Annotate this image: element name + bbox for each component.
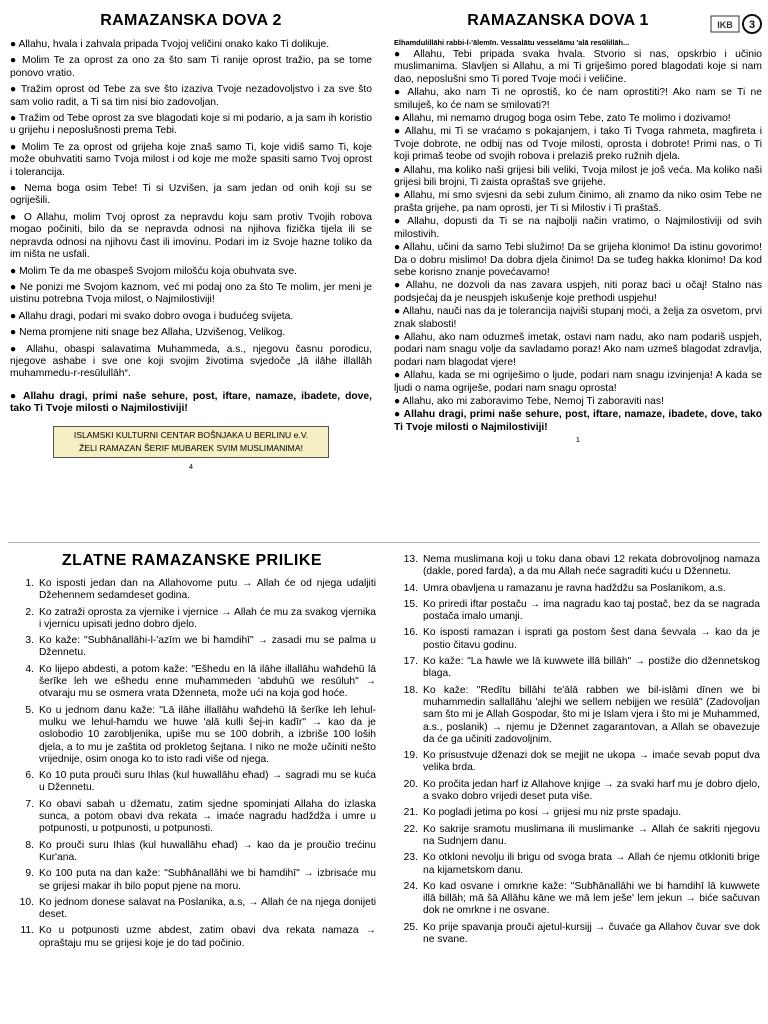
dova-paragraph: ● Allahu, kada se mi ogriješimo o ljude, podari nam snagu izvinjenja! A kada se ljudi o nama ogriješe, podari nam snagu oprosta! bbox=[394, 370, 762, 394]
svg-text:IKB: IKB bbox=[717, 20, 733, 30]
dova-paragraph: ● Nema promjene niti snage bez Allaha, Uzvišenog, Velikog. bbox=[10, 327, 286, 339]
dova-paragraph: ● Tražim od Tebe oprost za sve blagodati koje si mi podario, a ja sam ih koristio u grijehu i neposlušnosti prema Tebi. bbox=[10, 113, 372, 137]
list-item: 8. Ko prouči suru Ihlas (kul huwallāhu eħad) → kao da je proučio trećinu Kur'ana. bbox=[25, 839, 376, 863]
dova-paragraph: ● Allahu, dopusti da Ti se na najbolji način vratimo, o Najmilostiviji od svih milostivih. bbox=[394, 216, 762, 240]
list-item: 19. Ko prisustvuje dženazi dok se mejjit ne ukopa → imaće sevab poput dva velika brda. bbox=[403, 750, 760, 774]
bottom-left-column bbox=[8, 552, 376, 1024]
left-column bbox=[10, 12, 372, 538]
svg-text:3: 3 bbox=[748, 19, 756, 31]
right-column bbox=[394, 12, 762, 538]
prilike-list-right bbox=[392, 554, 760, 946]
list-item: 10. Ko jednom donese salavat na Poslanika, a.s, → Allah će na njega donijeti deset. bbox=[19, 896, 376, 921]
dova-paragraph: ● Allahu, hvala i zahvala pripada Tvojoj veličini onako kako Ti dolikuje. bbox=[10, 39, 330, 50]
list-item: 18. Ko kaže: "Redītu billāhi te'ālā rabben we bil-islāmi dīnen we bi muhammedin sallallāhu 'alejhi we sellem nebijjen we resūlā" (Zadovoljan sam što mi je Allah Gospodar, što mi je Islam vjera i što mi je Muhammed, a.s., poslanik) → njemu je Džennet zagarantovan, a Allah se obavezuje da će ga učiniti zadovoljnim. bbox=[403, 684, 760, 745]
list-item: 3. Ko kaže: "Subhānallāhi-l-'azīm we bi ħamdihī" → zasadi mu se palma u Džennetu. bbox=[25, 635, 376, 659]
dova-paragraph: ● Allahu, mi smo svjesni da sebi zulum činimo, ali znamo da niko osim Tebe ne prašta grijehe, pa nam oprosti, jer Ti si Milostiv i Ti praštaš. bbox=[394, 190, 762, 214]
dova-subtitle: Elhamdulillāhi rabbi-l-'ālemīn. Vessalātu vesselāmu 'alā resūlillāh... bbox=[394, 38, 630, 47]
dova-paragraph: ● Allahu, ako nam oduzmeš imetak, ostavi nam nadu, ako nam podariš uspjeh, podari nam snagu volje da savladamo poraz! Ako nam uzmeš blagodat zdravlja, podari nam blagodat vjere! bbox=[394, 331, 762, 368]
list-item: 2. Ko zatraži oprosta za vjernike i vjernice → Allah će mu za svakog vjernika i vjernicu upisati jedno dobro djelo. bbox=[25, 606, 376, 630]
banner-line-1: ISLAMSKI KULTURNI CENTAR BOŠNJAKA U BERLINU e.V. bbox=[73, 429, 309, 440]
dova-paragraph: ● Molim Te da me obaspeš Svojom milošću koja obuhvata sve. bbox=[10, 265, 298, 277]
center-banner bbox=[53, 426, 329, 458]
dova-paragraph: ● Allahu, ako nam Ti ne oprostiš, ko će nam oprostiti?! Ako nam se Ti ne smiluješ, ko će nam se smilovati?! bbox=[394, 87, 762, 111]
list-item: 21. Ko pogladi jetima po kosi → grijesi mu niz prste spadaju. bbox=[403, 807, 682, 819]
dova-paragraph: ● Allahu, ako mi zaboravimo Tebe, Nemoj Ti zaboraviti nas! bbox=[394, 395, 664, 407]
dova-closing: ● Allahu dragi, primi naše sehure, post, iftare, namaze, ibadete, dove, tako Ti Tvoje milosti o Najmilostiviji! bbox=[394, 409, 762, 433]
list-item: 11. Ko u potpunosti uzme abdest, zatim obavi dva rekata namaza → opraštaju mu se grijesi koje je do tad počinio. bbox=[20, 925, 376, 949]
list-item: 23. Ko otkloni nevolju ili brigu od svoga brata → Allah će njemu otkloniti brige na kijametskom danu. bbox=[403, 852, 760, 876]
banner-line-2: ŽELI RAMAZAN ŠERIF MUBAREK SVIM MUSLIMANIMA! bbox=[79, 442, 303, 453]
dova-paragraph: ● Allahu, učini da samo Tebi služimo! Da se grijeha klonimo! Da istinu govorimo! Da o dobru mislimo! Da dobra djela činimo! Da se tuđeg hakka klonimo! Da kod sebe korisno znanje povećavamo! bbox=[394, 242, 762, 278]
dova-paragraph: ● Tražim oprost od Tebe za sve što izaziva Tvoje nezadovoljstvo i za sve što sam volio radit, a Ti sa tim nisi bio zadovoljan. bbox=[10, 84, 372, 108]
right-column-title: RAMAZANSKA DOVA 1 bbox=[467, 12, 649, 29]
dova-paragraph: ● Molim Te za oprost za ono za što sam Ti ranije oprost tražio, pa se tome ponovo vratio. bbox=[10, 55, 372, 79]
dova-paragraph: ● Allahu, nauči nas da je tolerancija najviši stupanj moći, a želja za osvetom, prvi znak slabosti! bbox=[394, 306, 762, 330]
dova-closing: ● Allahu dragi, primi naše sehure, post, iftare, namaze, ibadete, dove, tako Ti Tvoje milosti o Najmilostiviji! bbox=[10, 390, 372, 415]
prilike-title: ZLATNE RAMAZANSKE PRILIKE bbox=[61, 552, 323, 569]
dova-paragraph: ● Allahu, mi nemamo drugog boga osim Tebe, zato Te molimo i dozivamo! bbox=[394, 113, 731, 125]
list-item: 22. Ko sakrije sramotu muslimana ili muslimanke → Allah će sakriti njegovu na Sudnjem danu. bbox=[403, 823, 760, 847]
dova-paragraph: ● Nema boga osim Tebe! Ti si Uzvišen, ja sam jedan od onih koji su se ogriješili. bbox=[10, 183, 372, 207]
ikb-logo-icon bbox=[710, 13, 762, 35]
dova-paragraph: ● Allahu, ma koliko naši grijesi bili veliki, Tvoja milost je još veća. Ma koliko naši grijesi bili brojni, Ti zaista opraštaš sve grijehe. bbox=[394, 164, 762, 189]
bottom-right-column bbox=[392, 554, 760, 1024]
list-item: 24. Ko kad osvane i omrkne kaže: "Subħānallāhi we bi ħamdihī lā kuwwete illā billāh; mā šā Allāhu kāne we mā lem ješe' lem jekun → biće sačuvan dok ne omrkne i ne osvane. bbox=[403, 880, 760, 917]
list-item: 5. Ko u jednom danu kaže: "Lā ilāhe illallāhu waħdehū lā šerīke leh lehul-mulku we lehul-ħamdu we huwe 'alā kulli šej-in kadīr" → kao da je oslobodio 10 zarobljenika, upiše mu se 100 dobrih, a izbriše 100 loših djela, a to mu je zaštita od prokletog šejtana. I niko ne može učiniti nešto vrijednije, osim onoga ko to isto radi više od njega. bbox=[25, 704, 376, 765]
dova-paragraph: ● Allahu, ne dozvoli da nas zavara uspjeh, niti poraz baci u očaj! Stalno nas podsjećaj da je neuspjeh iskušenje koje prethodi uspjehu! bbox=[394, 280, 762, 304]
dova-paragraph: ● Allahu dragi, podari mi svako dobro ovoga i budućeg svijeta. bbox=[10, 310, 294, 322]
list-item: 1. Ko isposti jedan dan na Allahovome putu → Allah će od njega udaljiti Džehennem sedamdeset godina. bbox=[25, 578, 376, 602]
section-divider bbox=[8, 542, 760, 543]
list-item: 20. Ko pročita jedan harf iz Allahove knjige → za svaki harf mu je dobro djelo, a svako dobro vrijedi deset puta više. bbox=[403, 778, 760, 803]
dova-paragraph: ● Allahu, obaspi salavatima Muhammeda, a.s., njegovu časnu porodicu, njegove ashabe i sve one koji svojim životima svjedoče „lā ilāhe illallāh muhammedu-r-resūlullāh“. bbox=[10, 343, 372, 380]
left-column-title: RAMAZANSKA DOVA 2 bbox=[100, 12, 282, 29]
right-paragraphs bbox=[394, 38, 762, 434]
list-item: 7. Ko obavi sabah u džematu, zatim sjedne spominjati Allaha do izlaska sunca, a potom obavi dva rekata → imaće nagradu hadždža i umre u potpunosti, u potpunosti, u potpunosti. bbox=[25, 798, 376, 835]
list-item: 13. Nema muslimana koji u toku dana obavi 12 rekata dobrovoljnog namaza (dakle, pored farda), a da mu Allah neće sagraditi kuću u Džennetu. bbox=[403, 554, 760, 578]
list-item: 4. Ko lijepo abdesti, a potom kaže: "Ešhedu en lā ilāhe illallāhu waħdehū lā šerīke leh we ešhedu enne muħammeden 'abduhū we resūluh" → otvaraju mu se osmera vrata Dženneta, može ući na koja god hoće. bbox=[25, 663, 376, 700]
list-item: 25. Ko prije spavanja prouči ajetul-kursijj → čuvaće ga Allahov čuvar sve dok ne svane. bbox=[403, 921, 760, 946]
prilike-list-left bbox=[8, 578, 376, 950]
page-number: 4 bbox=[188, 461, 194, 471]
dova-paragraph: ● Allahu, Tebi pripada svaka hvala. Stvorio si nas, opskrbio i učinio muslimanima. Slavljen si Allahu, a mi Ti griješimo pored blagodati koje si nam dao, neposlušni smo Ti pored Tvoje moći i veličine. bbox=[394, 49, 762, 85]
dova-paragraph: ● Allahu, mi Ti se vraćamo s pokajanjem, i tako Ti Tvoga rahmeta, magfireta i Tvoje dobrote, ne odbij nas od Tvoje milosti, oprosta i dobrote! Primi nas, o Ti koji primaš teobe od svojih robova i prelaziš preko ružnih djela. bbox=[394, 126, 762, 163]
list-item: 9. Ko 100 puta na dan kaže: "Subħānallāhi we bi ħamdihī" → izbrisaće mu se grijesi makar ih bilo poput pjene na moru. bbox=[25, 868, 376, 892]
page-number: 1 bbox=[575, 435, 581, 445]
dova-paragraph: ● Molim Te za oprost od grijeha koje znaš samo Ti, koje vidiš samo Ti, koje može obuhvatiti samo Tvoja milost i od koje me može spasiti samo Tvoj oprost i tolerancija. bbox=[10, 141, 372, 178]
list-item: 15. Ko priredi iftar postaču → ima nagradu kao taj postač, bez da se nagrada postača imalo umanji. bbox=[403, 598, 760, 623]
left-paragraphs bbox=[10, 39, 372, 416]
list-item: 17. Ko kaže: "La ħawle we lā kuwwete illā billāh" → postiže dio džennetskog blaga. bbox=[403, 656, 760, 680]
list-item: 6. Ko 10 puta prouči suru Ihlas (kul huwallāhu eħad) → sagradi mu se kuća u Džennetu. bbox=[25, 770, 376, 794]
dova-paragraph: ● O Allahu, molim Tvoj oprost za nepravdu koju sam protiv Tvojih robova mogao počiniti, bilo da se nepravda odnosi na njihova fizička tijela ili se nepravda odnosi na njihovu čast ili imovinu. Podari im iz Svoje hazne toliko da im ništa ne usfali. bbox=[10, 211, 372, 261]
list-item: 14. Umra obavljena u ramazanu je ravna hadždžu sa Poslanikom, a.s. bbox=[403, 582, 726, 594]
list-item: 16. Ko isposti ramazan i isprati ga postom šest dana ševvala → kao da je postio čitavu godinu. bbox=[403, 627, 760, 651]
dova-paragraph: ● Ne ponizi me Svojom kaznom, već mi podaj ono za što Te molim, jer meni je uistinu potrebna Tvoja milost, o Najmilostiviji! bbox=[10, 281, 372, 306]
